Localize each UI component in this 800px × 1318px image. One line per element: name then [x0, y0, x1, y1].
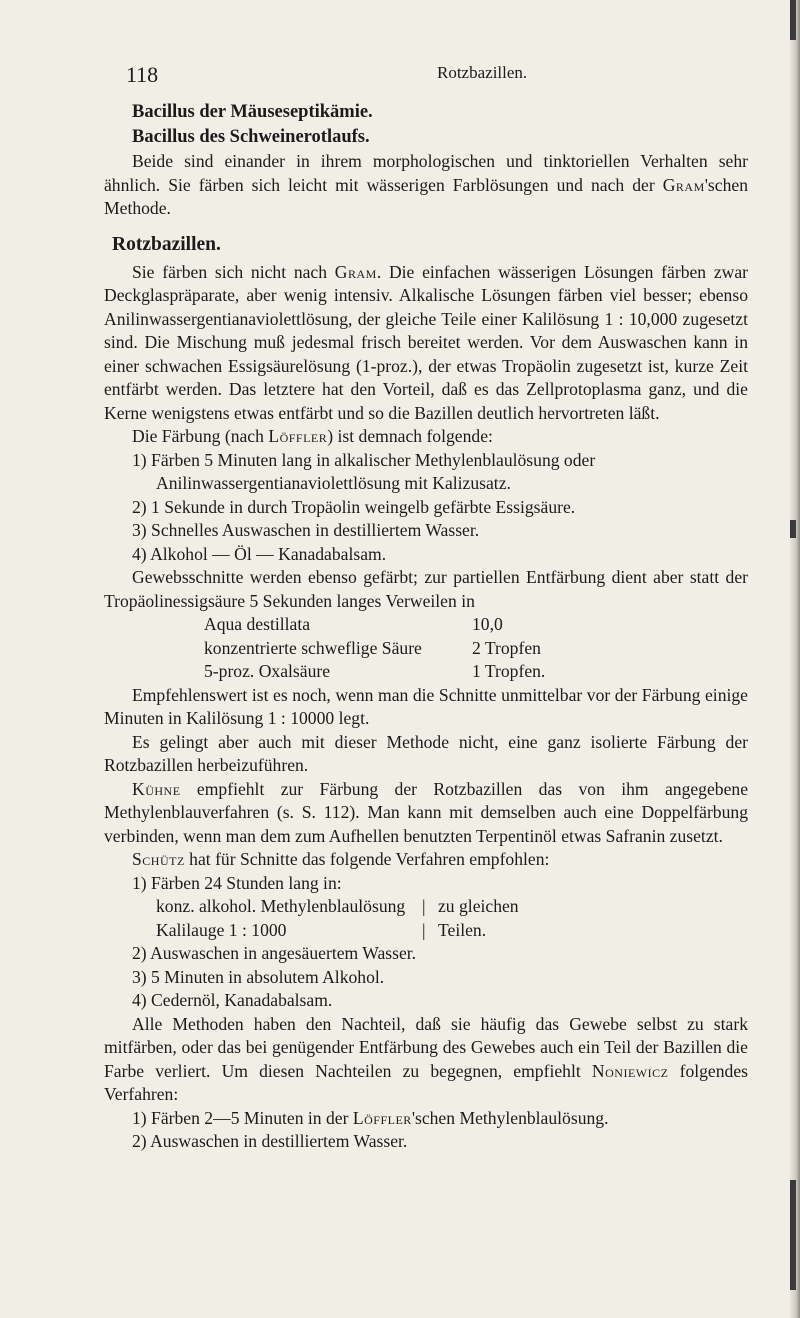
- paragraph: Empfehlenswert ist es noch, wenn man die Schnitte unmittelbar vor der Färbung einige Minuten in Kalilösung 1 : 10000 legt.: [104, 684, 748, 728]
- schuetz-steps-list-cont: [104, 942, 748, 1013]
- page-header: [104, 62, 744, 92]
- list-item: 4) Alkohol — Öl — Kanadabalsam.: [132, 543, 387, 564]
- list-item: 3) 5 Minuten in absolutem Alkohol.: [132, 966, 385, 987]
- formula-row: Aqua destillata 10,0: [204, 614, 503, 634]
- author-name: Schütz: [132, 849, 185, 869]
- paragraph: Gewebsschnitte werden ebenso gefärbt; zur partiellen Entfärbung dient aber statt der Tropäolinessigsäure 5 Sekunden langes Verweilen in: [104, 567, 748, 611]
- list-item: 2) Auswaschen in destilliertem Wasser.: [132, 1131, 408, 1151]
- heading-bacillus-schweinerotlauf: Bacillus des Schweinerotlaufs.: [132, 127, 370, 147]
- decolorizing-formula: [104, 613, 748, 684]
- noniewicz-steps-list: [104, 1107, 748, 1154]
- author-name: Gram: [334, 261, 377, 282]
- schuetz-steps-list: [104, 872, 748, 896]
- stain-recipe: konz. alkohol. Methylenblaulösung | zu gleichen Kalilauge 1 : 1000 | Teilen.: [156, 896, 519, 940]
- running-title: Rotzbazillen.: [437, 63, 528, 82]
- paragraph: Sie färben sich nicht nach Gram. Die einfachen wässerigen Lösungen färben zwar Deckglaspräparate, aber wenig intensiv. Alkalische Lösungen färben viel besser; ebenso Anilinwassergentianaviolettlösung, der gleiche Teile einer Kalilösung 1 : 10,000 zugesetzt sind. Die Mischung muß jedesmal frisch bereitet werden. Vor dem Auswaschen kann in einer schwachen Essigsäurelösung (1-proz.), der etwas Tropäolin zugesetzt ist, kurze Zeit entfärbt werden. Das letztere hat den Vorteil, daß es das Zellprotoplasma ganz, und die Kerne wenigstens etwas entfärbt und so die Bazillen deutlich hervortreten läßt.: [104, 261, 749, 423]
- formula-row: 5-proz. Oxalsäure 1 Tropfen.: [204, 661, 546, 681]
- paragraph: Alle Methoden haben den Nachteil, daß sie häufig das Gewebe selbst zu stark mitfärben, oder das bei genügender Entfärbung des Gewebes auch ein Teil der Bazillen die Farbe verliert. Um diesen Nachteilen zu begegnen, empfiehlt Noniewicz folgendes Verfahren:: [104, 1013, 748, 1104]
- author-name: Gram: [662, 174, 705, 195]
- paragraph: Es gelingt aber auch mit dieser Methode nicht, eine ganz isolierte Färbung der Rotzbazillen herbeizuführen.: [104, 731, 748, 775]
- paragraph: Die Färbung (nach Löffler) ist demnach folgende:: [132, 426, 493, 446]
- list-item: 1) Färben 2—5 Minuten in der Löffler'schen Methylenblaulösung.: [132, 1107, 609, 1128]
- list-item: 2) Auswaschen in angesäuertem Wasser.: [132, 943, 417, 963]
- paragraph: Kühne empfiehlt zur Färbung der Rotzbazillen das von ihm angegebene Methylenblauverfahren (s. S. 112). Man kann mit demselben auch eine Doppelfärbung verbinden, wenn man dem zum Aufhellen benutzten Terpentinöl etwas Safranin zusetzt.: [104, 778, 748, 846]
- page-body: [104, 100, 748, 1154]
- author-name: Kühne: [132, 778, 181, 799]
- paragraph: Beide sind einander in ihrem morphologischen und tinktoriellen Verhalten sehr ähnlich. Sie färben sich leicht mit wässerigen Farblösungen und nach der Gram'schen Methode.: [104, 151, 748, 218]
- page-edge-shadow: [790, 0, 800, 1318]
- list-item: 2) 1 Sekunde in durch Tropäolin weingelb gefärbte Essigsäure.: [132, 496, 576, 517]
- author-name: Noniewicz: [591, 1060, 669, 1081]
- list-item: 4) Cedernöl, Kanadabalsam.: [132, 990, 333, 1010]
- formula-row: konzentrierte schwefligе Säure 2 Tropfen: [204, 637, 541, 658]
- list-item: 1) Färben 24 Stunden lang in:: [132, 872, 342, 893]
- page-number: 118: [126, 62, 159, 87]
- list-item: 3) Schnelles Auswaschen in destilliertem Wasser.: [132, 520, 480, 540]
- list-item: 1) Färben 5 Minuten lang in alkalischer Methylenblaulösung oder Anilinwassergentianaviolettlösung mit Kalizusatz.: [132, 449, 596, 493]
- heading-rotzbazillen: Rotzbazillen.: [112, 233, 221, 255]
- staining-steps-list: [104, 449, 748, 567]
- paragraph: Schütz hat für Schnitte das folgende Verfahren empfohlen:: [132, 849, 550, 869]
- author-name: Löffler: [268, 426, 328, 446]
- heading-bacillus-maeuseseptikaemie: Bacillus der Mäuseseptikämie.: [132, 102, 373, 122]
